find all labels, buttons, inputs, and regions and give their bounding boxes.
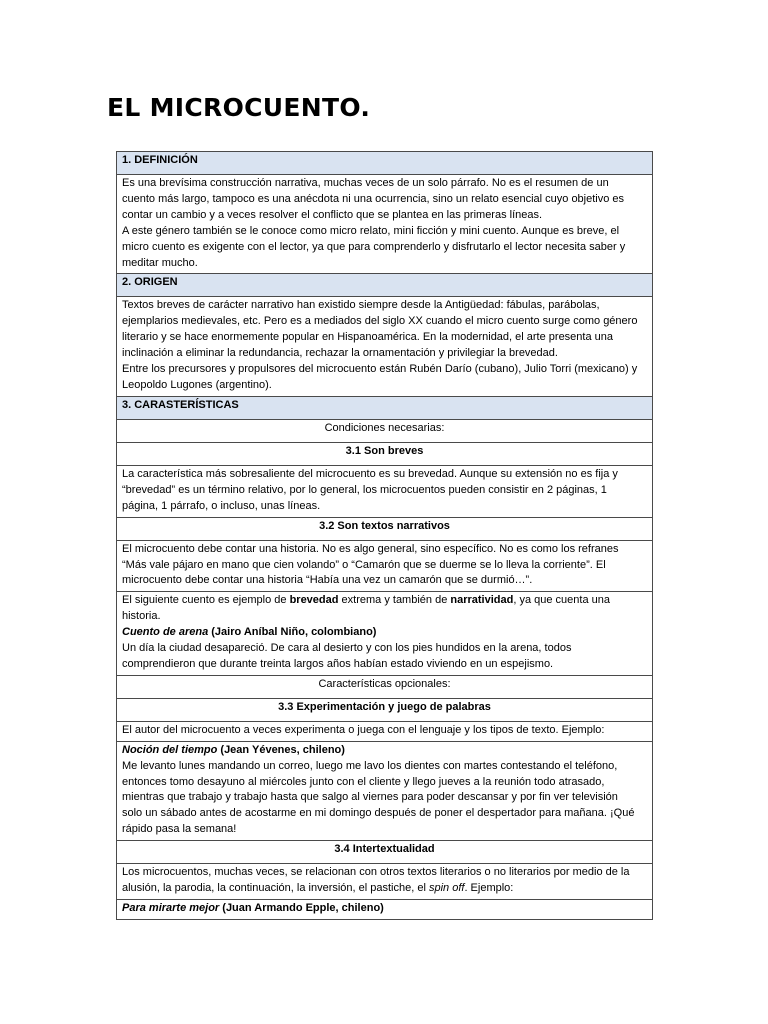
story-author: (Juan Armando Epple, chileno) bbox=[219, 902, 384, 914]
text-line: página, 1 párrafo, o incluso, unas líneas. bbox=[122, 499, 321, 512]
text-line: meditar mucho. bbox=[122, 256, 198, 269]
emphasis-narratividad: narratividad bbox=[450, 594, 514, 607]
section-definicion-body-row bbox=[117, 175, 653, 274]
ejemplo-arena-row bbox=[117, 592, 653, 676]
text-line: micro cuento es exigente con el lector, ya que para comprenderlo y disfrutarlo el lector necesita saber y bbox=[122, 240, 626, 253]
experimentacion-intro-row bbox=[117, 721, 653, 741]
story-line: rápido pasa la semana! bbox=[122, 823, 237, 836]
text-line: microcuento debe contar una historia “Había una vez un camarón que se durmió…”. bbox=[122, 574, 533, 587]
experimentacion-header-row bbox=[117, 698, 653, 721]
text-line: La característica más sobresaliente del microcuento es su brevedad. Aunque su extensión no es fija y bbox=[122, 467, 618, 480]
text-line: literario y se hace enormemente popular en Hispanoamérica. En la modernidad, el arte presenta una bbox=[122, 331, 614, 344]
section-header: 2. ORIGEN bbox=[117, 274, 653, 297]
section-body bbox=[117, 297, 653, 396]
text-line: Leopoldo Lugones (argentino). bbox=[122, 378, 272, 391]
intertextualidad-header-row bbox=[117, 841, 653, 864]
breves-header-row bbox=[117, 442, 653, 465]
text-line: “Más vale pájaro en mano que cien volando” o “Camarón que se duerme se lo lleva la corriente”. El bbox=[122, 558, 606, 571]
story-title: Noción del tiempo bbox=[122, 743, 218, 756]
text-line: contar un cambio y a veces resolver el conflicto que se plantea en las primeras líneas. bbox=[122, 208, 543, 221]
experimentacion-story-row bbox=[117, 741, 653, 840]
necesarias-label: Condiciones necesarias: bbox=[117, 419, 653, 442]
story-line: Un día la ciudad desapareció. De cara al desierto y con los pies hundidos en la arena, todos bbox=[122, 642, 572, 655]
story-line: entonces tomo desayuno al miércoles junto con el cliente y llego jueves a la reunión todo atrasado, bbox=[122, 775, 605, 788]
story-line: comprendieron que durante treinta largos años habían estado viviendo en un espejismo. bbox=[122, 657, 554, 670]
section-header: 3. CARASTERÍSTICAS bbox=[117, 396, 653, 419]
story-line: mientras que trabajo y trabajo hasta que salgo al viernes para poder descansar y por fin ver televisión bbox=[122, 791, 618, 804]
section-caracteristicas-header-row bbox=[117, 396, 653, 419]
text-run: . Ejemplo: bbox=[464, 882, 514, 895]
text-line: Es una brevísima construcción narrativa, muchas veces de un solo párrafo. No es el resumen de un bbox=[122, 177, 609, 189]
section-definicion-header-row bbox=[117, 152, 653, 175]
necesarias-row bbox=[117, 419, 653, 442]
story-title-line bbox=[122, 743, 647, 759]
subsection-header: 3.3 Experimentación y juego de palabras bbox=[117, 698, 653, 721]
text-line: Los microcuentos, muchas veces, se relacionan con otros textos literarios o no literarios por medio de la bbox=[122, 866, 630, 879]
subsection-body bbox=[117, 540, 653, 592]
section-header: 1. DEFINICIÓN bbox=[117, 152, 653, 175]
subsection-header: 3.1 Son breves bbox=[117, 442, 653, 465]
story-line: Me levanto lunes mandando un correo, luego me lavo los dientes con martes contestando el teléfono, bbox=[122, 759, 618, 772]
text-line: Textos breves de carácter narrativo han existido siempre desde la Antigüedad: fábulas, parábolas, bbox=[122, 299, 600, 312]
narrativos-body-row bbox=[117, 540, 653, 592]
subsection-header: 3.2 Son textos narrativos bbox=[117, 517, 653, 540]
text-run: El siguiente cuento es ejemplo de bbox=[122, 594, 290, 607]
story-title-line bbox=[122, 625, 647, 641]
text-line: Entre los precursores y propulsores del microcuento están Rubén Darío (cubano), Julio Torri (mexicano) y bbox=[122, 363, 638, 376]
text-line: historia. bbox=[122, 610, 161, 623]
story-title: Cuento de arena bbox=[122, 626, 209, 639]
text-line: El microcuento debe contar una historia. No es algo general, sino específico. No es como los refranes bbox=[122, 542, 619, 555]
subsection-body bbox=[117, 864, 653, 900]
subsection-body bbox=[117, 465, 653, 517]
subsection-header: 3.4 Intertextualidad bbox=[117, 841, 653, 864]
narrativos-header-row bbox=[117, 517, 653, 540]
subsection-body: El autor del microcuento a veces experimenta o juega con el lenguaje y los tipos de texto. Ejemplo: bbox=[117, 721, 653, 741]
story-title: Para mirarte mejor bbox=[122, 902, 220, 914]
text-run: , ya que cuenta una bbox=[513, 594, 610, 607]
text-run: extrema y también de bbox=[338, 594, 451, 607]
section-body bbox=[117, 175, 653, 274]
story-author: (Jairo Aníbal Niño, colombiano) bbox=[208, 626, 377, 639]
text-line: inclinación a eliminar la redundancia, rechazar la ornamentación y privilegiar la brevedad. bbox=[122, 347, 558, 360]
text-line bbox=[122, 593, 647, 609]
emphasis-brevedad: brevedad bbox=[289, 594, 339, 607]
text-line: ejemplarios medievales, etc. Pero es a mediados del siglo XX cuando el micro cuento surge como género bbox=[122, 315, 638, 328]
intertextualidad-body-row bbox=[117, 864, 653, 900]
emphasis-spin-off: spin off bbox=[428, 882, 465, 895]
example-body bbox=[117, 900, 653, 920]
example-body bbox=[117, 741, 653, 840]
story-line: solo un sábado antes de acostarme en mi domingo después de poner el despertador para mañana. ¡Qué bbox=[122, 807, 635, 820]
text-line bbox=[122, 881, 647, 897]
story-author: (Jean Yévenes, chileno) bbox=[217, 743, 345, 756]
text-line: cuento más largo, tampoco es una anécdota ni una ocurrencia, sino un relato esencial cuyo objetivo es bbox=[122, 192, 625, 205]
page-title: EL MICROCUENTO. bbox=[107, 93, 371, 122]
text-line: “brevedad” es un término relativo, por lo general, los microcuentos pueden consistir en 2 páginas, 1 bbox=[122, 483, 607, 496]
story-title-line bbox=[122, 901, 647, 917]
opcionales-label: Características opcionales: bbox=[117, 675, 653, 698]
content-table bbox=[116, 151, 653, 920]
section-origen-header-row bbox=[117, 274, 653, 297]
breves-body-row bbox=[117, 465, 653, 517]
text-line: A este género también se le conoce como micro relato, mini ficción y mini cuento. Aunque es breve, el bbox=[122, 224, 620, 237]
opcionales-row bbox=[117, 675, 653, 698]
intertextualidad-story-row bbox=[117, 900, 653, 920]
example-body bbox=[117, 592, 653, 676]
text-run: alusión, la parodia, la continuación, la inversión, el pastiche, el bbox=[122, 882, 429, 895]
section-origen-body-row bbox=[117, 297, 653, 396]
